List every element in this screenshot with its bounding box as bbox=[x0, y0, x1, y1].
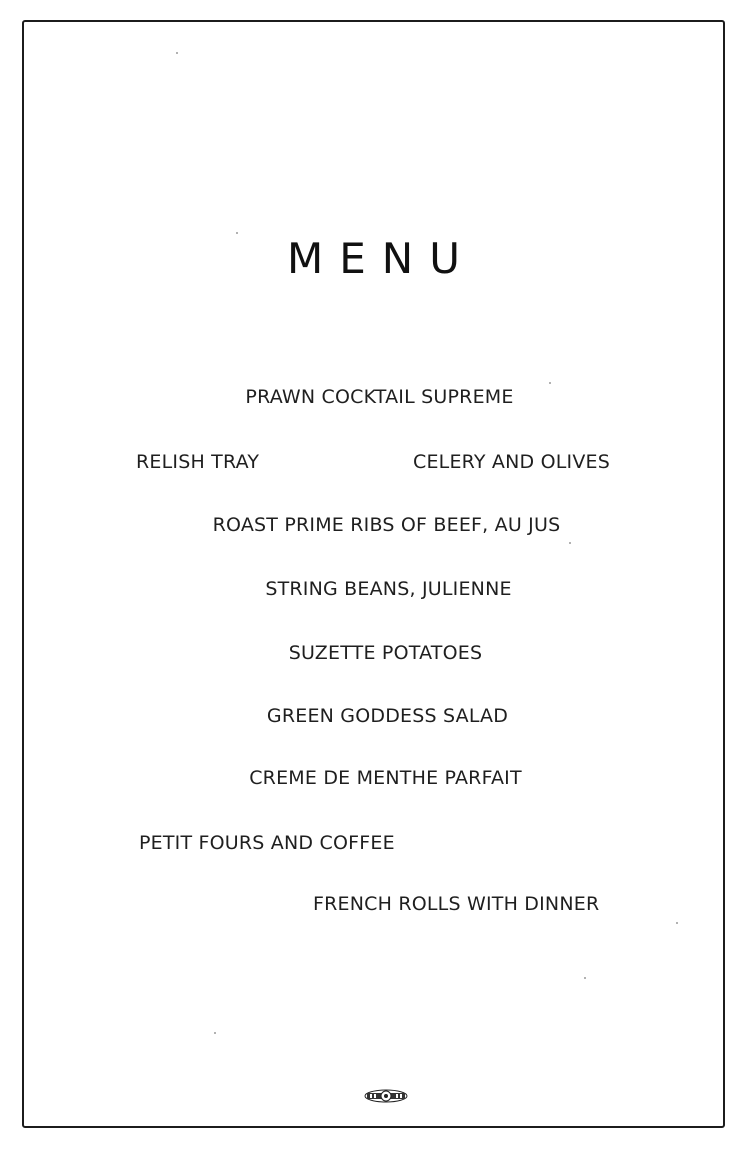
paper-speck bbox=[236, 232, 238, 234]
menu-item-relish-tray: RELISH TRAY bbox=[136, 451, 260, 473]
menu-item-prawn-cocktail: PRAWN COCKTAIL SUPREME bbox=[245, 386, 514, 408]
menu-title: MENU bbox=[287, 234, 476, 283]
paper-speck bbox=[584, 977, 586, 979]
paper-speck bbox=[569, 542, 571, 544]
union-label-icon bbox=[364, 1089, 408, 1103]
paper-speck bbox=[214, 1032, 216, 1034]
paper-speck bbox=[176, 52, 178, 54]
menu-item-suzette-potatoes: SUZETTE POTATOES bbox=[288, 642, 483, 664]
menu-item-celery-olives: CELERY AND OLIVES bbox=[413, 451, 610, 473]
menu-item-french-rolls: FRENCH ROLLS WITH DINNER bbox=[313, 893, 600, 915]
menu-item-string-beans: STRING BEANS, JULIENNE bbox=[265, 578, 512, 600]
paper-speck bbox=[676, 922, 678, 924]
menu-item-creme-de-menthe-parfait: CREME DE MENTHE PARFAIT bbox=[249, 767, 522, 789]
paper-speck bbox=[549, 382, 551, 384]
menu-item-roast-prime-ribs: ROAST PRIME RIBS OF BEEF, AU JUS bbox=[212, 514, 561, 536]
menu-card bbox=[22, 20, 725, 1128]
menu-item-green-goddess-salad: GREEN GODDESS SALAD bbox=[266, 705, 509, 727]
menu-item-petit-fours-coffee: PETIT FOURS AND COFFEE bbox=[139, 832, 395, 854]
